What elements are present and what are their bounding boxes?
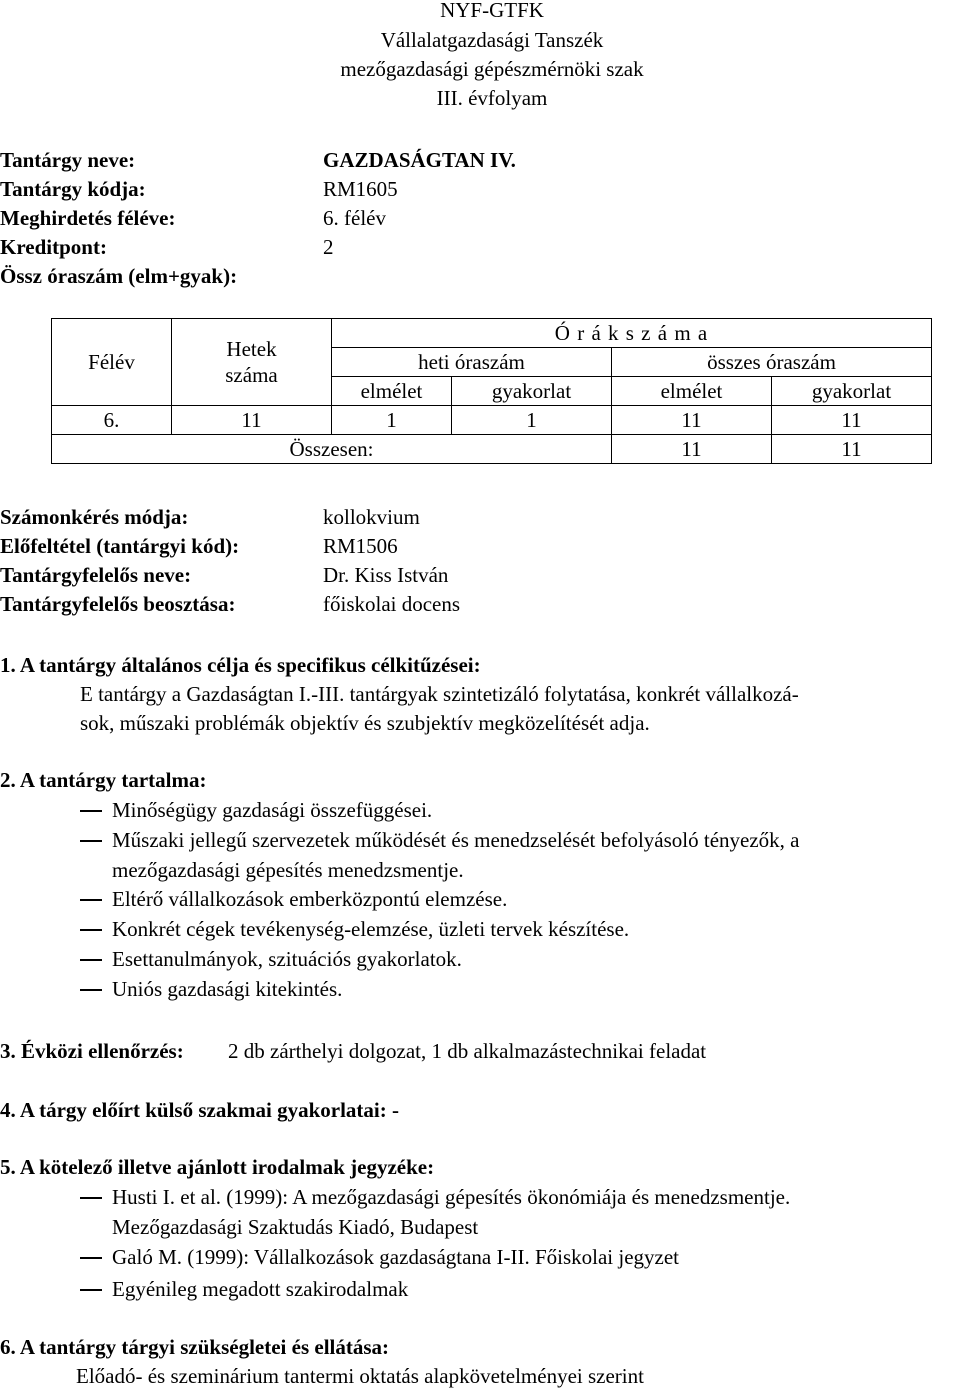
semester-value: 6. félév bbox=[323, 206, 386, 230]
sum-theory: 11 bbox=[612, 435, 772, 464]
cell-semester: 6. bbox=[52, 406, 172, 435]
table-row bbox=[52, 406, 932, 435]
dash-bullet bbox=[80, 1257, 102, 1259]
subject-code-label: Tantárgy kódja: bbox=[0, 177, 146, 201]
section-1-title: 1. A tantárgy általános célja és specifikus célkitűzései: bbox=[0, 653, 481, 677]
table-sum-row bbox=[52, 435, 932, 464]
list-item: Esettanulmányok, szituációs gyakorlatok. bbox=[112, 947, 462, 971]
sum-label: Összesen: bbox=[52, 435, 612, 464]
prereq-label: Előfeltétel (tantárgyi kód): bbox=[0, 534, 240, 558]
dash-bullet bbox=[80, 1289, 102, 1291]
list-item-continuation: mezőgazdasági gépesítés menedzsmentje. bbox=[112, 858, 464, 882]
responsible-label: Tantárgyfelelős neve: bbox=[0, 563, 192, 587]
section-3-title: 3. Évközi ellenőrzés: bbox=[0, 1039, 184, 1063]
dash-bullet bbox=[80, 989, 102, 991]
subject-name-value: GAZDASÁGTAN IV. bbox=[323, 148, 516, 172]
list-item: Galó M. (1999): Vállalkozások gazdaságtana I-II. Főiskolai jegyzet bbox=[112, 1245, 680, 1269]
list-item: Eltérő vállalkozások emberközpontú elemzése. bbox=[112, 887, 508, 911]
semester-label: Meghirdetés féléve: bbox=[0, 206, 176, 230]
total-hours-label: Össz óraszám (elm+gyak): bbox=[0, 264, 238, 288]
dash-bullet bbox=[80, 929, 102, 931]
section-1-text-line2: sok, műszaki problémák objektív és szubjektív megközelítését adja. bbox=[80, 711, 650, 735]
section-5-title: 5. A kötelező illetve ajánlott irodalmak jegyzéke: bbox=[0, 1155, 435, 1179]
prereq-value: RM1506 bbox=[323, 534, 398, 558]
dash-bullet bbox=[80, 840, 102, 842]
list-item: Uniós gazdasági kitekintés. bbox=[112, 977, 343, 1001]
dash-bullet bbox=[80, 1197, 102, 1199]
list-item: Konkrét cégek tevékenység-elemzése, üzleti tervek készítése. bbox=[112, 917, 630, 941]
col-weeks-header: Hetek száma bbox=[172, 319, 332, 406]
list-item-continuation: Mezőgazdasági Szaktudás Kiadó, Budapest bbox=[112, 1215, 479, 1239]
dash-bullet bbox=[80, 899, 102, 901]
sub-practice-weekly: gyakorlat bbox=[452, 377, 612, 406]
section-1-text-line1: E tantárgy a Gazdaságtan I.-III. tantárgyak szintetizáló folytatása, konkrét vállalkozá- bbox=[80, 682, 799, 706]
hours-table bbox=[51, 318, 932, 464]
cell-total-theory: 11 bbox=[612, 406, 772, 435]
section-6-title: 6. A tantárgy tárgyi szükségletei és ellátása: bbox=[0, 1335, 390, 1359]
position-label: Tantárgyfelelős beosztása: bbox=[0, 592, 236, 616]
sub-practice-total: gyakorlat bbox=[772, 377, 932, 406]
exam-value: kollokvium bbox=[323, 505, 420, 529]
header-institution: NYF-GTFK bbox=[440, 0, 544, 22]
cell-weekly-theory: 1 bbox=[332, 406, 452, 435]
section-4-title: 4. A tárgy előírt külső szakmai gyakorlatai: - bbox=[0, 1098, 399, 1122]
section-2-title: 2. A tantárgy tartalma: bbox=[0, 768, 207, 792]
section-3-value: 2 db zárthelyi dolgozat, 1 db alkalmazástechnikai feladat bbox=[228, 1039, 707, 1063]
header-year: III. évfolyam bbox=[436, 86, 548, 110]
cell-weekly-practice: 1 bbox=[452, 406, 612, 435]
header-department: Vállalatgazdasági Tanszék bbox=[380, 28, 604, 52]
subject-code-value: RM1605 bbox=[323, 177, 398, 201]
col-semester-header: Félév bbox=[52, 319, 172, 406]
responsible-value: Dr. Kiss István bbox=[323, 563, 449, 587]
credit-value: 2 bbox=[323, 235, 334, 259]
col-weekly-header: heti óraszám bbox=[332, 348, 612, 377]
col-total-header: összes óraszám bbox=[612, 348, 932, 377]
header-program: mezőgazdasági gépészmérnöki szak bbox=[340, 57, 644, 81]
list-item: Minőségügy gazdasági összefüggései. bbox=[112, 798, 433, 822]
sub-theory-total: elmélet bbox=[612, 377, 772, 406]
list-item: Műszaki jellegű szervezetek működését és menedzselését befolyásoló tényezők, a bbox=[112, 828, 800, 852]
cell-total-practice: 11 bbox=[772, 406, 932, 435]
dash-bullet bbox=[80, 810, 102, 812]
position-value: főiskolai docens bbox=[323, 592, 461, 616]
section-6-value: Előadó- és szeminárium tantermi oktatás alapkövetelményei szerint bbox=[76, 1364, 644, 1388]
exam-label: Számonkérés módja: bbox=[0, 505, 189, 529]
list-item: Husti I. et al. (1999): A mezőgazdasági gépesítés ökonómiája és menedzsmentje. bbox=[112, 1185, 791, 1209]
col-hours-title: Ó r á k s z á m a bbox=[332, 319, 932, 348]
subject-name-label: Tantárgy neve: bbox=[0, 148, 136, 172]
dash-bullet bbox=[80, 959, 102, 961]
list-item: Egyénileg megadott szakirodalmak bbox=[112, 1277, 409, 1301]
sub-theory-weekly: elmélet bbox=[332, 377, 452, 406]
sum-practice: 11 bbox=[772, 435, 932, 464]
credit-label: Kreditpont: bbox=[0, 235, 107, 259]
cell-weeks: 11 bbox=[172, 406, 332, 435]
